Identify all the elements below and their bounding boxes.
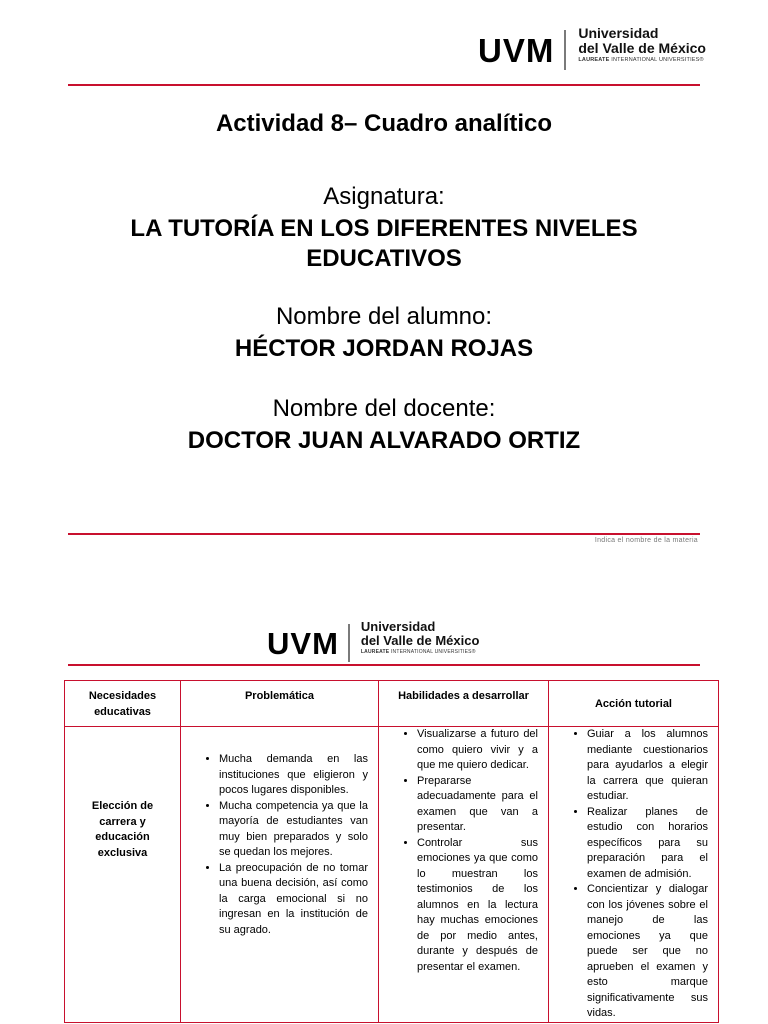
activity-title: Actividad 8– Cuadro analítico (215, 110, 553, 137)
header-necesidades: Necesidades educativas (65, 681, 181, 727)
uvm-logo-page2 (267, 620, 479, 662)
header-habilidades: Habilidades a desarrollar (379, 681, 549, 727)
list-item: • Visualizarse a futuro del como quiero vivir y a que me quiero dedicar. (417, 727, 538, 774)
subject-line1: LA TUTORÍA EN LOS DIFERENTES NIVELES (130, 215, 638, 242)
accion-list (549, 727, 718, 1022)
university-name-line1-page2: Universidad (360, 619, 436, 634)
tagline-rest-page2: INTERNATIONAL UNIVERSITIES® (390, 649, 476, 656)
logo-divider-page2 (348, 624, 350, 662)
tagline-bold: LAUREATE (578, 57, 610, 64)
uvm-logo-top (478, 26, 706, 70)
problematica-list (181, 727, 378, 938)
list-item: • La preocupación de no tomar una buena decisión, así como la carga emocional si no ingresan en la institución de su agrado. (219, 861, 368, 939)
table-header-row (65, 681, 719, 727)
subject-label: Asignatura: (323, 183, 445, 210)
table-row (65, 727, 719, 1023)
cell-problematica (181, 727, 379, 1023)
student-name: HÉCTOR JORDAN ROJAS (234, 335, 534, 362)
laureate-tagline-page2 (361, 649, 480, 655)
header-accion: Acción tutorial (549, 681, 719, 727)
student-label: Nombre del alumno: (275, 303, 493, 330)
subject-line2: EDUCATIVOS (306, 245, 462, 272)
list-item: • Mucha competencia ya que la mayoría de estudiantes van muy bien preparados y solo se quedan los mejores. (219, 799, 368, 861)
university-name-line2-page2: del Valle de México (360, 632, 480, 648)
list-item: • Realizar planes de estudio con horarios específicos para su preparación para el examen de admisión. (587, 805, 708, 883)
header-problematica: Problemática (181, 681, 379, 727)
laureate-tagline (578, 57, 706, 63)
teacher-name: DOCTOR JUAN ALVARADO ORTIZ (187, 427, 581, 454)
analytic-table (64, 680, 719, 1023)
uvm-acronym-page2: UVM (267, 626, 339, 661)
list-item: • Prepararse adecuadamente para el examen que van a presentar. (417, 774, 538, 836)
row-label: Elección de carrera y educación exclusiva (65, 727, 181, 1023)
list-item: • Mucha demanda en las instituciones que eligieron y pocos lugares disponibles. (219, 752, 368, 799)
cell-accion (549, 727, 719, 1023)
list-item: • Guiar a los alumnos mediante cuestionarios para ayudarlos a elegir la carrera que quieran estudiar. (587, 727, 708, 805)
footer-hint: Indica el nombre de la materia (594, 537, 698, 544)
list-item: • Controlar sus emociones ya que como lo muestran los testimonios de los alumnos en la lectura hay muchas emociones de por medio antes, durante y después de presentar el examen. (417, 836, 538, 976)
university-name-line1: Universidad (578, 25, 659, 41)
university-name-line2: del Valle de México (578, 39, 706, 56)
university-name-block (578, 26, 706, 63)
habilidades-list (379, 727, 548, 975)
page2-header-rule (68, 664, 700, 666)
cell-habilidades (379, 727, 549, 1023)
list-item: • Concientizar y dialogar con los jóvenes sobre el manejo de las emociones ya que puede ser que no aprueben el examen y esto marque significativamente sus vidas. (587, 882, 708, 1022)
uvm-acronym: UVM (478, 32, 555, 69)
university-name-block-page2 (361, 620, 480, 655)
header-rule (68, 84, 700, 86)
tagline-rest: INTERNATIONAL UNIVERSITIES® (611, 57, 704, 64)
teacher-label: Nombre del docente: (272, 395, 496, 422)
footer-rule (68, 533, 700, 535)
logo-divider (564, 30, 566, 70)
tagline-bold-page2: LAUREATE (360, 649, 390, 656)
